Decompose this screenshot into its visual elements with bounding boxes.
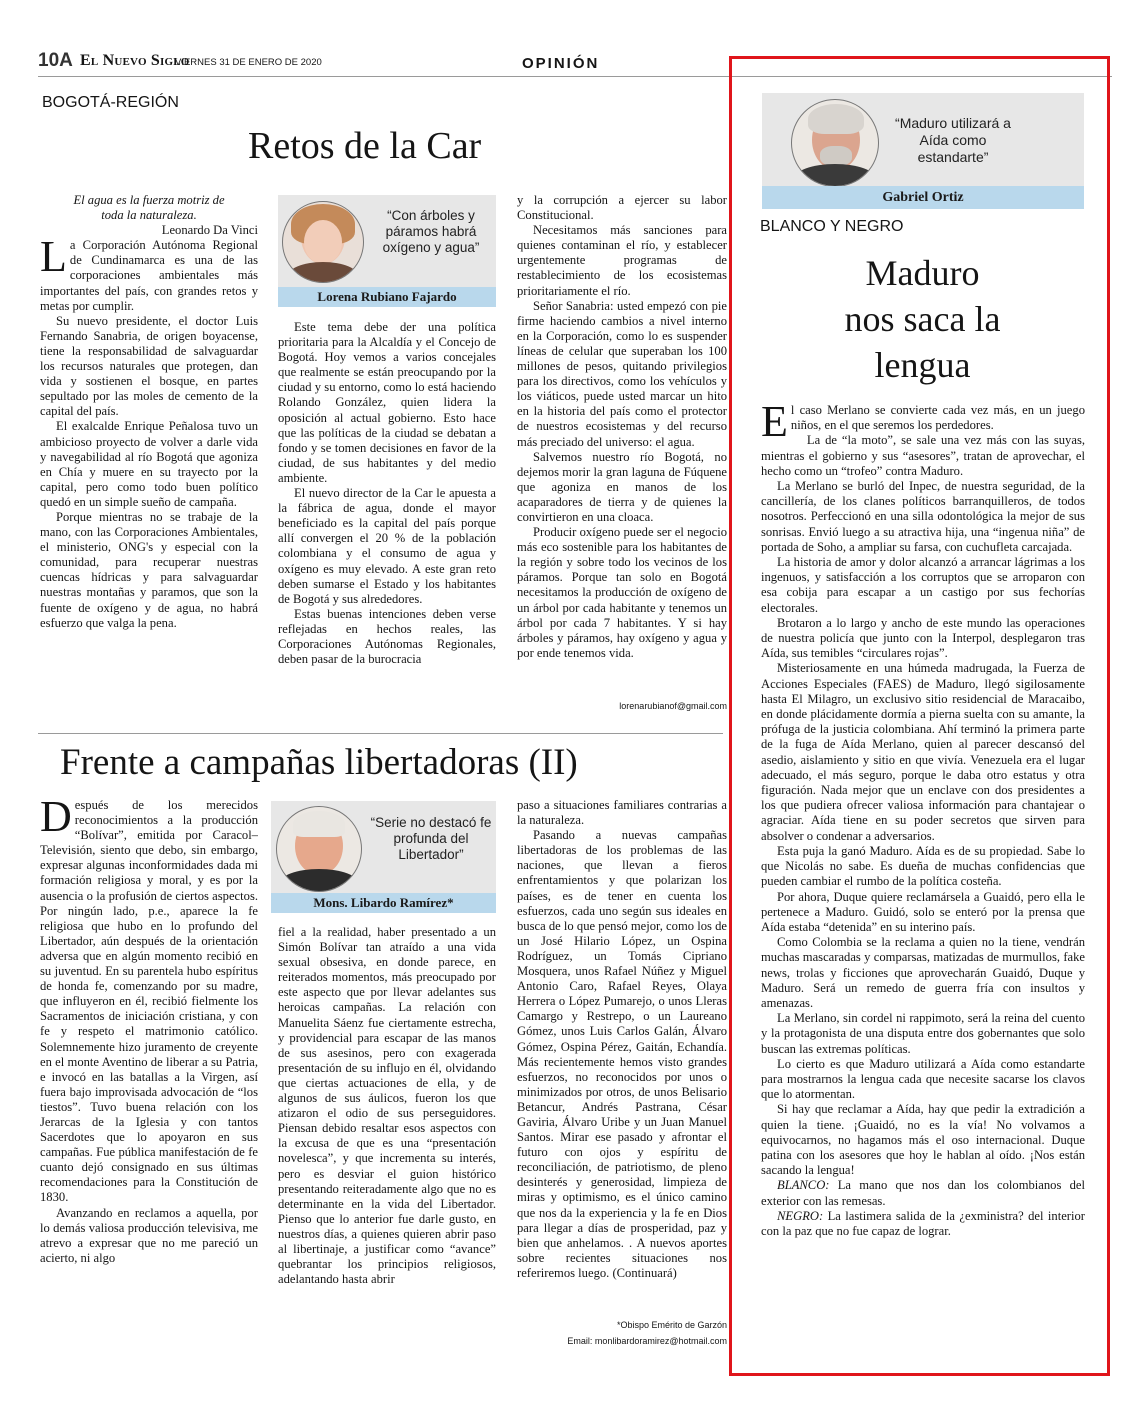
article3-paragraph: La Merlano se burló del Inpec, de nuestra seguridad, de la cancillería, de los clanes políticos barranquilleros, de todos nosotros. Perfeccionó en una silla odontológica la mejor de sus sonrisas. Envió luego a su atractiva hija, una “ingenua niña” de portada de Soho, a ampliar su farsa, con cuchufleta carcajada. xyxy=(761,479,1085,554)
article2-paragraph: Avanzando en reclamos a aquella, por lo demás valiosa producción televisiva, me atrevo a expresar que no me pareció un acierto, ni algo xyxy=(40,1205,258,1265)
article1-paragraph: Producir oxígeno puede ser el negocio más eco sostenible para los habitantes de la región y sobre todo los vecinos de los páramos. Porque tan solo en Bogotá necesitamos la producción de oxígeno de un árbol por cada habitante y tenemos un árbol por cada 7 habitantes. Y si hay árboles y páramos, hay oxígeno y agua y por ende tenemos vida. xyxy=(517,525,727,660)
article2-paragraph: fiel a la realidad, haber presentado a un Simón Bolívar tan atraído a una vida sexual obsesiva, en donde parece, en reiterados momentos, más preocupado por este aspecto que por llevar adelantes sus heroicas campañas. La relación con Manuelita Sáenz fue ciertamente estrecha, y providencial para escapar de las manos de sus asesinos, pero con exagerada presentación de su influjo en él, olvidando que ciertas actuaciones de ella, y de algunos de sus áulicos, fueron los que atizaron el odio de sus perseguidores. Piensan debido resaltar esos aspectos con la excusa de que es una “presentación novelesca”, y que incrementa su interés, pero es desviar el guion histórico presentando reiteradamente algo que no es determinante en la vida del Libertador. Pienso que lo anterior fue darle gusto, en nuestros días, a quienes quieren abrir paso al libertinaje, a justificar como “avance” quebrantar los principios religiosos, adelantando hasta abrir xyxy=(278,925,496,1287)
article-separator xyxy=(38,733,723,734)
article2-column-1 xyxy=(40,798,258,1350)
article3-title-line: lengua xyxy=(874,345,971,385)
article1-column-3 xyxy=(517,193,727,693)
article2-author-name: Mons. Libardo Ramírez* xyxy=(271,893,496,913)
article2-paragraph: paso a situaciones familiares contrarias a la naturaleza. xyxy=(517,798,727,828)
section-label: OPINIÓN xyxy=(522,55,600,72)
article1-paragraph: Este tema debe der una política prioritaria para la Alcaldía y el Concejo de Bogotá. Hoy vemos a varios concejales que realmente se están preocupando por la ciudad y su entorno, como lo está haciendo Rolando González, quien lidera la oposición al actual gobierno. Esto hace que las políticas de la ciudad se debatan a fondo y se tomen decisiones en favor de la ciudad, de sus habitantes y del medio ambiente. xyxy=(278,320,496,485)
article3-paragraph: Por ahora, Duque quiere reclamársela a Guaidó, pero ella le pertenece a Maduro. Guidó, solo se enteró por la prensa que Aída estaba “detenida” en su interino país. xyxy=(761,889,1085,934)
article1-paragraph: Señor Sanabria: usted empezó con pie firme haciendo cambios a nivel interno en la Corporación, como lo es suspender líneas de celular que superaban los 100 millones de pesos, quitando privilegios para los directivos, como los vehículos y los viáticos, puede usted marcar un hito en la historia del país como el protector de nuestros ecosistemas y del recurso más preciado del universo: el agua. xyxy=(517,298,727,449)
article3-paragraph: Si hay que reclamar a Aída, hay que pedir la extradición a quien la tiene. ¡Guaidó, no es la vía! No volvamos a equivocarnos, no hagamos más el oso internacional. Duque patina con los asesores que hoy le hablan al oído. ¡Nos están sacando la lengua! xyxy=(761,1102,1085,1178)
article3-paragraph: Misteriosamente en una húmeda madrugada, la Fuerza de Acciones Especiales (FAES) de Maduro, llegó sigilosamente hasta El Milagro, un exclusivo sitio residencial de Maracaibo, en donde plácidamente dormía a pierna suelta con su amante, la prófuga de la justicia colombiana. Ahí terminó la primera parte de la fuga de Aída Merlano, quien al parecer descansó del asedio, aislamiento y sitio en que vivía. Venezuela era el lugar adecuado, el más seguro, porque le daba otro estatus y otra figuración. Nada mejor que un enclave con dos presidentes a los que pudiera ofrecer valiosa información para chantajear o agraciar. Aída tiene en su poder secretos que sirven para absolver o condenar a adversarios. xyxy=(761,661,1085,843)
article1-paragraph: El exalcalde Enrique Peñalosa tuvo un ambicioso proyecto de volver a darle vida y navegabilidad al río Bogotá que agoniza en Chía y muere en su trayecto por la capital, pero como todo buen político quedó en un simple sueño de campaña. xyxy=(40,419,258,509)
negro-label: NEGRO: xyxy=(777,1208,824,1223)
article2-footnote: *Obispo Emérito de Garzón xyxy=(616,1320,727,1330)
article3-body xyxy=(761,403,1085,1358)
article1-kicker: BOGOTÁ-REGIÓN xyxy=(42,94,179,111)
article1-column-2 xyxy=(278,320,496,718)
article1-author-photo xyxy=(282,201,364,283)
article3-title-line: Maduro xyxy=(865,253,980,293)
blanco-label: BLANCO: xyxy=(777,1178,830,1193)
article1-email: lorenarubianof@gmail.com xyxy=(619,701,727,711)
article2-pull-quote: “Serie no destacó fe profunda del Libertador” xyxy=(370,815,492,862)
article3-title-line: nos saca la xyxy=(844,299,1001,339)
article3-blanco xyxy=(761,1178,1085,1208)
article1-paragraph: y la corrupción a ejercer su labor Constitucional. xyxy=(517,193,727,223)
issue-date: VIERNES 31 DE ENERO DE 2020 xyxy=(175,57,322,68)
article2-paragraph: Después de los merecidos reconocimientos a la producción “Bolívar”, emitida por Caracol–Televisión, siento que debo, sin embargo, expresar algunas inconformidades dada mi formación religiosa y moral, y es por la ausencia o la profusión de ciertos aspectos. Por ningún lado, p.e., aparece la fe religiosa que hubo en lo profundo del Libertador, aún después de la orientación adversa que en algún momento recibió en su juventud. En su parentela hubo espíritus de honda fe, comenzando por su madre, que influyeron en él, recibió fielmente los Sacramentos de iniciación cristiana, y con fe y respeto el matrimonio católico. Solemnemente hizo juramento de creyente en el monte Aventino de liberar a su Patria, e invocó en las batallas a la Virgen, así fuera bajo improvisada advocación de “los tiestos”. Tuvo buena relación con los Jerarcas de la Iglesia y con tantos Sacerdotes que lo apoyaron en sus campañas. Fue pública manifestación de fe cuanto dejó consignado en sus últimas recomendaciones para la Constitución de 1830. xyxy=(40,798,258,1205)
article3-paragraph: Como Colombia se la reclama a quien no la tiene, vendrán muchas mascaradas y comparsas, matizadas de murmullos, fake news, trolas y ficciones que aprovecharán Guaidó, Duque y Maduro. Será un remedo de guerra fría con insultos y amenazas. xyxy=(761,935,1085,1010)
article1-paragraph: El nuevo director de la Car le apuesta a la fábrica de agua, donde el mayor beneficiado es la capital del país porque allí convergen el 20 % de la población colombiana y el consumo de agua y oxígeno es muy elevado. A este gran reto deben sumarse el Estado y los habitantes de Bogotá y sus alrededores. xyxy=(278,486,496,606)
article1-column-1 xyxy=(40,193,258,718)
article3-paragraph: La de “la moto”, se sale una vez más con las suyas, mientras el gobierno y sus “asesores”, tratan de aprovechar, el hecho como un “trofeo” contra Maduro. xyxy=(761,433,1085,478)
article1-paragraph: La Corporación Autónoma Regional de Cundinamarca es una de las corporaciones ambientales más importantes del país, con grandes retos y metas por cumplir. xyxy=(40,232,258,313)
article2-column-3 xyxy=(517,798,727,1316)
article3-paragraph: El caso Merlano se convierte cada vez más, en un juego niños, en el que seremos los perdedores. xyxy=(761,403,1085,446)
article3-author-photo xyxy=(791,99,879,187)
article1-paragraph: Estas buenas intenciones deben verse reflejadas en hechos reales, las Corporaciones Autónomas Regionales, deben pasar de la burocracia xyxy=(278,606,496,667)
article2-column-2 xyxy=(278,925,496,1350)
article1-epigraph: El agua es la fuerza motriz de toda la naturaleza. xyxy=(73,193,225,223)
article1-pull-quote: “Con árboles y páramos habrá oxígeno y agua” xyxy=(382,208,480,255)
article2-paragraph: Pasando a nuevas campañas libertadoras de los problemas de las naciones, que llevan a fieros enfrentamientos y que polarizan los países, es de tener en cuenta los esfuerzos, cada uno según sus ideales en busca de lo que pensó mejor, como los de un José Hilario López, un Ospina Rodríguez, un Tomás Cipriano Mosquera, unos Rafael Núñez y Miguel Antonio Caro, Rafael Reyes, Olaya Herrera o López Pumarejo, o unos Lleras Camargo y Restrepo, o un Laureano Gómez, unos Luis Carlos Galán, Álvaro Gómez, Ospina Pérez, Gaitán, Echandía. Más recientemente hemos visto grandes esfuerzos, no reconocidos por unos o minimizados por otros, de unos Belisario Betancur, Andrés Pastrana, César Gaviria, Álvaro Uribe y un Juan Manuel Santos. Mirar ese pasado y afrontar el futuro con ojos y espíritu de reconciliación, de patriotismo, de pleno desinterés y generosidad, limpieza de miras y optimismo, es el único camino que nos da la experiencia y la fe en Dios para llegar a días de prosperidad, paz y bien que anhelamos. . A nuevos aportes sobre recientes situaciones nos referiremos luego. (Continuará) xyxy=(517,828,727,1280)
article3-author-name: Gabriel Ortiz xyxy=(762,186,1084,209)
article3-paragraph: La historia de amor y dolor alcanzó a arrancar lágrimas a los ingenuos, y satisfacción a los corruptos que se arroparon con esa cobija para escapar a un castigo por sus fechorías electorales. xyxy=(761,555,1085,615)
article3-kicker: BLANCO Y NEGRO xyxy=(760,218,904,235)
article3-pull-quote: “Maduro utilizará a Aída como estandarte” xyxy=(895,115,1011,165)
article1-paragraph: Necesitamos más sanciones para quienes contaminan el río, y establecer urgentemente programas de restablecimiento de los ecosistemas prioritariamente el río. xyxy=(517,223,727,298)
article2-title: Frente a campañas libertadoras (II) xyxy=(60,742,578,783)
article3-negro xyxy=(761,1209,1085,1239)
page-number: 10A xyxy=(38,50,73,71)
masthead: El Nuevo Siglo xyxy=(80,52,190,69)
article3-title xyxy=(760,250,1085,388)
article3-paragraph: Esta puja la ganó Maduro. Aída es de su propiedad. Sabe lo que Nicolás no sabe. Es dueña de muchas confidencias que pueden cambiar el rumbo de la política costeña. xyxy=(761,843,1085,889)
article1-epigraph-author: Leonardo Da Vinci xyxy=(161,223,258,238)
article3-paragraph: La Merlano, sin cordel ni rappimoto, será la reina del cuento y la protagonista de una disputa entre dos gobernantes que solo buscan las extremas políticas. xyxy=(761,1011,1085,1056)
article1-author-name: Lorena Rubiano Fajardo xyxy=(278,287,496,307)
article1-title: Retos de la Car xyxy=(248,125,482,167)
article1-paragraph: Su nuevo presidente, el doctor Luis Fernando Sanabria, de origen boyacense, tiene la responsabilidad de salvaguardar los recursos naturales que protegen, dan vida y sostienen el bosque, en partes sepultado por las moles de cemento de la capital del país. xyxy=(40,313,258,419)
article3-paragraph: Lo cierto es que Maduro utilizará a Aída como estandarte para mostrarnos la lengua cada que necesite sacarse los clavos que lo atormentan. xyxy=(761,1056,1085,1102)
article2-author-photo xyxy=(276,806,362,892)
article1-paragraph: Porque mientras no se trabaje de la mano, con las Corporaciones Ambientales, el ministerio, ONG's y especial con la comunidad, para recuperar nuestras cuencas hídricas y para salvaguardar nuestras montañas y paramos, que son la fuente de oxígeno y de agua, no habrá esfuerzo que valga la pena. xyxy=(40,509,258,630)
article2-email: Email: monlibardoramirez@hotmail.com xyxy=(567,1336,727,1346)
blanco-text: La mano que nos dan los colombianos del exterior con las remesas. xyxy=(761,1178,1085,1208)
article3-paragraph: Brotaron a lo largo y ancho de este mundo las operaciones de nuestra policía que junto con la Interpol, desplegaron tras Aída, sus temibles “circulares rojas”. xyxy=(761,615,1085,661)
article1-paragraph: Salvemos nuestro río Bogotá, no dejemos morir la gran laguna de Fúquene que agoniza en manos de los acaparadores de tierra y de quienes la convirtieron en una cloaca. xyxy=(517,449,727,524)
negro-text: La lastimera salida de la ¿exministra? del interior con la paz que no fue capaz de lograr. xyxy=(761,1208,1085,1238)
